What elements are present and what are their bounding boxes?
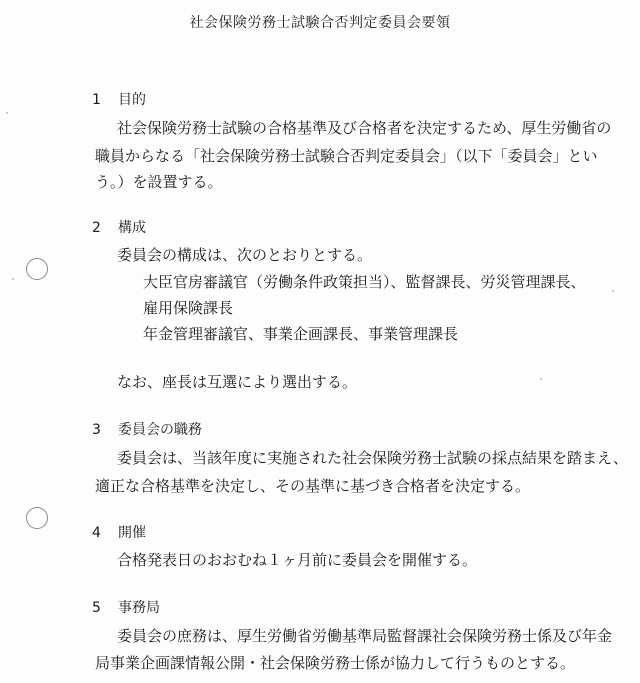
- scan-speck: [612, 290, 614, 292]
- section-3-heading: [92, 420, 202, 440]
- section-1-line-3: う。）を設置する。: [95, 173, 223, 191]
- section-number: 2: [92, 220, 101, 236]
- section-heading-text: 構成: [118, 220, 146, 236]
- section-2-heading: [92, 218, 146, 238]
- scan-speck: [12, 278, 14, 280]
- section-2-note: なお、座長は互選により選出する。: [117, 373, 358, 391]
- section-number: 5: [92, 600, 101, 616]
- member-line-2: 雇用保険課長: [143, 299, 234, 317]
- member-line-1: 大臣官房審議官（労働条件政策担当）、監督課長、労災管理課長、: [143, 273, 586, 291]
- section-heading-text: 目的: [118, 92, 146, 108]
- section-5-heading: [92, 598, 160, 618]
- punch-hole-bottom: [26, 507, 48, 529]
- section-heading-text: 開催: [118, 525, 146, 541]
- section-4-heading: [92, 523, 146, 543]
- section-number: 3: [92, 422, 101, 438]
- section-number: 4: [92, 525, 101, 541]
- section-3-line-2: 適正な合格基準を決定し、その基準に基づき合格者を決定する。: [95, 477, 531, 495]
- member-line-3: 年金管理審議官、事業企画課長、事業管理課長: [143, 325, 459, 343]
- section-3-line-1: 委員会は、当該年度に実施された社会保険労務士試験の採点結果を踏まえ、: [117, 449, 628, 467]
- section-2-line-1: 委員会の構成は、次のとおりとする。: [117, 246, 373, 264]
- section-4-line-1: 合格発表日のおおむね１ヶ月前に委員会を開催する。: [117, 551, 478, 569]
- punch-hole-top: [26, 258, 48, 280]
- section-5-line-2: 局事業企画課情報公開・社会保険労務士係が協力して行うものとする。: [95, 654, 576, 672]
- section-1-heading: [92, 90, 146, 110]
- section-1-line-1: 社会保険労務士試験の合格基準及び合格者を決定するため、厚生労働省の: [117, 119, 612, 137]
- section-heading-text: 委員会の職務: [118, 422, 202, 438]
- section-5-line-1: 委員会の庶務は、厚生労働省労働基準局監督課社会保険労務士係及び年金: [117, 627, 613, 645]
- section-heading-text: 事務局: [118, 600, 160, 616]
- scan-speck: [540, 378, 542, 380]
- section-1-line-2: 職員からなる「社会保険労務士試験合否判定委員会」（以下「委員会」とい: [95, 147, 598, 165]
- document-title: 社会保険労務士試験合否判定委員会要領: [189, 15, 451, 31]
- scan-speck: [6, 112, 8, 114]
- section-number: 1: [92, 92, 101, 108]
